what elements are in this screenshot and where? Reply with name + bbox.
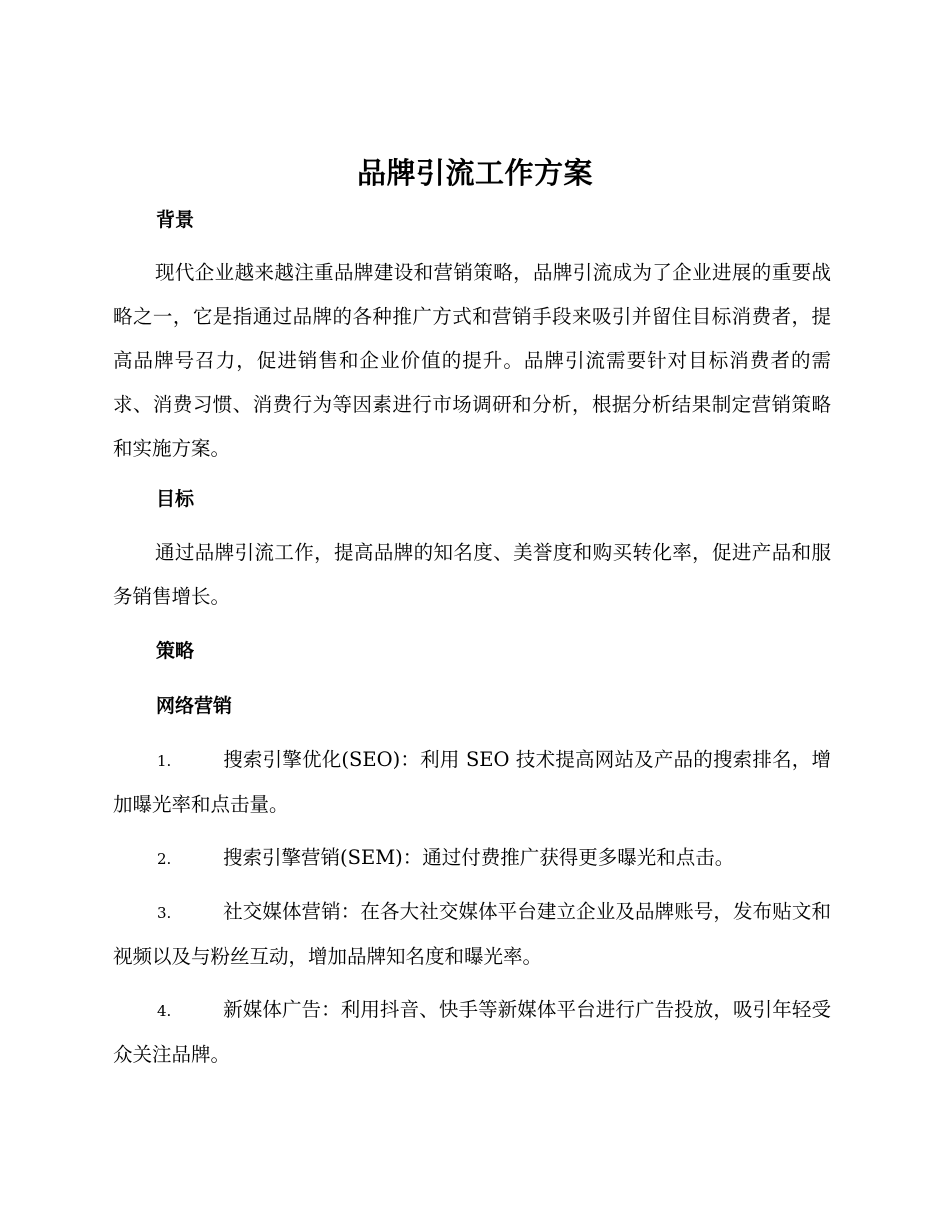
list-item (113, 988, 831, 1077)
subsection-heading-online-marketing: 网络营销 (156, 695, 233, 717)
list-item-number: 1. (157, 752, 172, 770)
list-item-number: 3. (157, 904, 172, 922)
list-item-text: 新媒体广告：利用抖音、快手等新媒体平台进行广告投放，吸引年轻受众关注品牌。 (113, 998, 831, 1066)
background-paragraph: 现代企业越来越注重品牌建设和营销策略，品牌引流成为了企业进展的重要战略之一，它是指通过品牌的各种推广方式和营销手段来吸引并留住目标消费者，提高品牌号召力，促进销售和企业价值的提升。品牌引流需要针对目标消费者的需求、消费习惯、消费行为等因素进行市场调研和分析，根据分析结果制定营销策略和实施方案。 (113, 261, 831, 460)
list-item (113, 890, 831, 979)
section-heading-strategy: 策略 (156, 640, 195, 662)
list-item-text: 搜索引擎营销(SEM)：通过付费推广获得更多曝光和点击。 (223, 846, 735, 869)
section-heading-goal: 目标 (156, 488, 195, 510)
section-heading-background: 背景 (156, 209, 195, 231)
list-item-text: 社交媒体营销：在各大社交媒体平台建立企业及品牌账号，发布贴文和视频以及与粉丝互动，增加品牌知名度和曝光率。 (113, 900, 831, 968)
list-item-text: 搜索引擎优化(SEO)：利用 SEO 技术提高网站及产品的搜索排名，增加曝光率和点击量。 (113, 748, 831, 816)
document-title: 品牌引流工作方案 (356, 156, 593, 190)
goal-paragraph: 通过品牌引流工作，提高品牌的知名度、美誉度和购买转化率，促进产品和服务销售增长。 (113, 541, 831, 608)
list-item (113, 836, 831, 881)
list-item-number: 4. (157, 1002, 172, 1020)
list-item (113, 738, 831, 827)
list-item-number: 2. (157, 850, 172, 868)
